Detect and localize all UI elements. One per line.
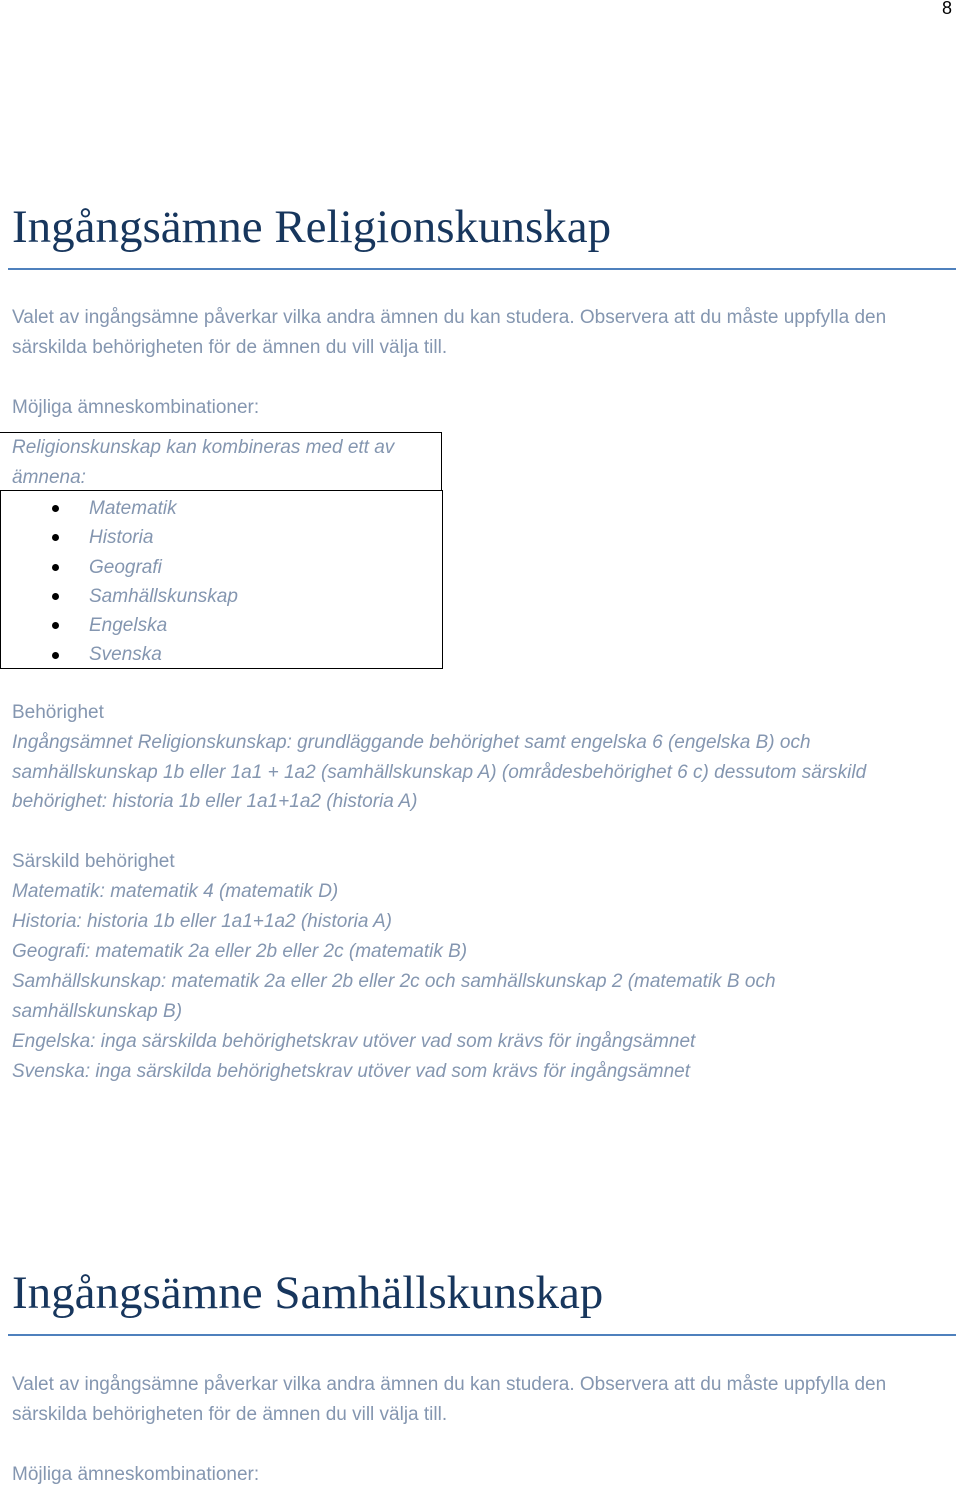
list-item: Engelska xyxy=(52,611,238,640)
bullet-icon xyxy=(52,593,59,600)
bullet-icon xyxy=(52,564,59,571)
eligibility-text: Ingångsämnet Religionskunskap: grundläggande behörighet samt engelska 6 (engelska B) och samhällskunskap 1b eller 1a1 + 1a2 (samhällskunskap A) (områdesbehörighet 6 c) dessutom särskild behörighet: historia 1b eller 1a1+1a2 (historia A) xyxy=(12,732,867,812)
special-requirement: Engelska: inga särskilda behörighetskrav utöver vad som krävs för ingångsämnet xyxy=(12,1031,696,1052)
list-item: Matematik xyxy=(52,494,238,523)
bullet-icon xyxy=(52,534,59,541)
list-item: Geografi xyxy=(52,553,238,582)
combination-box-title: Religionskunskap kan kombineras med ett av ämnena: xyxy=(12,437,395,488)
intro-paragraph: Valet av ingångsämne påverkar vilka andra ämnen du kan studera. Observera att du måste uppfylla den särskilda behörigheten för de ämnen du vill välja till. xyxy=(12,307,887,358)
section-heading-samhallskunskap: Ingångsämne Samhällskunskap xyxy=(12,1267,604,1319)
eligibility-label: Behörighet xyxy=(12,702,104,723)
section-heading-religionskunskap: Ingångsämne Religionskunskap xyxy=(12,201,612,253)
combinations-label: Möjliga ämneskombinationer: xyxy=(12,397,260,418)
heading-rule xyxy=(8,1334,956,1336)
special-requirement: Geografi: matematik 2a eller 2b eller 2c (matematik B) xyxy=(12,941,468,962)
special-requirement: Svenska: inga särskilda behörighetskrav utöver vad som krävs för ingångsämnet xyxy=(12,1061,691,1082)
intro-paragraph: Valet av ingångsämne påverkar vilka andra ämnen du kan studera. Observera att du måste uppfylla den särskilda behörigheten för de ämnen du vill välja till. xyxy=(12,1374,887,1425)
bullet-icon xyxy=(52,505,59,512)
special-eligibility-label: Särskild behörighet xyxy=(12,851,175,872)
special-requirement: Matematik: matematik 4 (matematik D) xyxy=(12,881,339,902)
bullet-icon xyxy=(52,622,59,629)
list-item: Svenska xyxy=(52,640,238,669)
subject-list xyxy=(52,494,238,670)
special-requirement: Samhällskunskap: matematik 2a eller 2b eller 2c och samhällskunskap 2 (matematik B och samhällskunskap B) xyxy=(12,971,776,1022)
combinations-label: Möjliga ämneskombinationer: xyxy=(12,1464,260,1485)
list-item: Historia xyxy=(52,523,238,552)
page-number: 8 xyxy=(941,0,952,18)
bullet-icon xyxy=(52,652,59,659)
special-requirement: Historia: historia 1b eller 1a1+1a2 (historia A) xyxy=(12,911,393,932)
list-item: Samhällskunskap xyxy=(52,582,238,611)
heading-rule xyxy=(8,268,956,270)
